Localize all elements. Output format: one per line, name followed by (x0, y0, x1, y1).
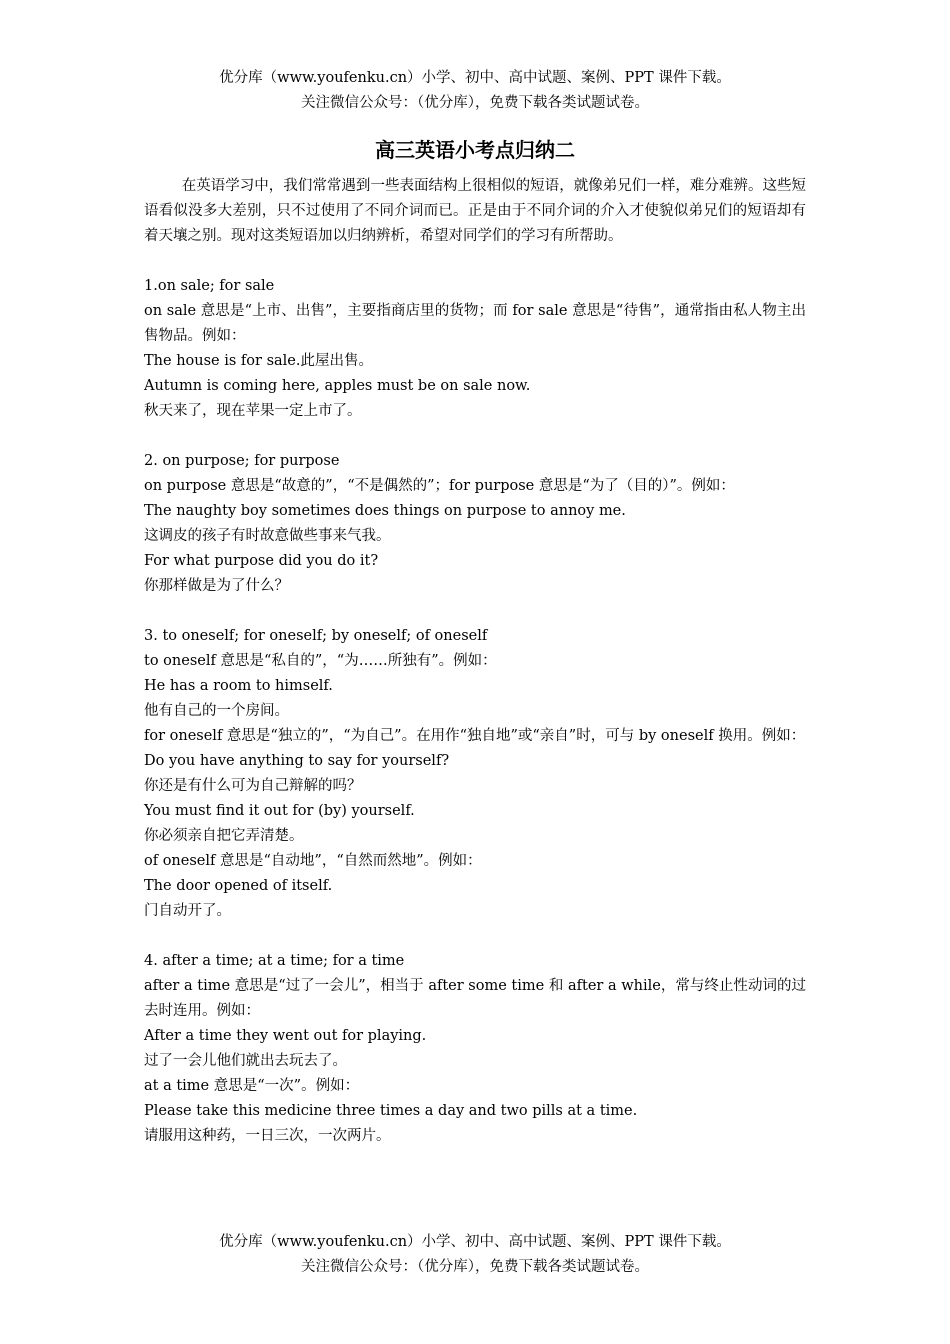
section-line: after a time 意思是“过了一会儿”，相当于 after some time 和 after a while，常与终止性动词的过去时连用。例如： (144, 978, 806, 1019)
header-line-1: 优分库（www.youfenku.cn）小学、初中、高中试题、案例、PPT 课件下载。 (219, 70, 731, 86)
section-line: to oneself 意思是“私自的”，“为……所独有”。例如： (144, 653, 497, 669)
page-header (0, 66, 950, 116)
section-line: 你必须亲自把它弄清楚。 (144, 828, 304, 844)
section-line: 秋天来了，现在苹果一定上市了。 (144, 403, 362, 419)
section-line: on sale 意思是“上市、出售”，主要指商店里的货物；而 for sale 意思是“待售”，通常指由私人物主出售物品。例如： (144, 303, 806, 344)
section-line: Do you have anything to say for yourself? (144, 753, 450, 769)
section-line: 他有自己的一个房间。 (144, 703, 289, 719)
section-line: He has a room to himself. (144, 678, 333, 694)
page-footer (0, 1230, 950, 1280)
footer-line-2: 关注微信公众号：（优分库），免费下载各类试题试卷。 (301, 1259, 649, 1275)
section-line: 过了一会儿他们就出去玩去了。 (144, 1053, 347, 1069)
section-line: on purpose 意思是“故意的”，“不是偶然的”；for purpose 意思是“为了（目的）”。例如： (144, 478, 735, 494)
section-line: 你那样做是为了什么？ (144, 578, 289, 594)
document-title: 高三英语小考点归纳二 (375, 138, 575, 162)
section-2 (144, 449, 806, 599)
header-line-2: 关注微信公众号：（优分库），免费下载各类试题试卷。 (301, 95, 649, 111)
section-line: The naughty boy sometimes does things on purpose to annoy me. (144, 503, 626, 519)
section-heading: 2. on purpose; for purpose (144, 453, 340, 469)
section-line: 门自动开了。 (144, 903, 231, 919)
section-line: The door opened of itself. (144, 878, 333, 894)
section-line: 请服用这种药，一日三次，一次两片。 (144, 1128, 391, 1144)
section-line: Please take this medicine three times a day and two pills at a time. (144, 1103, 638, 1119)
section-line: After a time they went out for playing. (144, 1028, 427, 1044)
section-line: Autumn is coming here, apples must be on sale now. (144, 378, 531, 394)
section-heading: 3. to oneself; for oneself; by oneself; of oneself (144, 628, 488, 644)
section-line: The house is for sale.此屋出售。 (144, 353, 373, 369)
section-line: 这调皮的孩子有时故意做些事来气我。 (144, 528, 391, 544)
section-3 (144, 624, 806, 924)
section-line: for oneself 意思是“独立的”，“为自己”。在用作“独自地”或“亲自”时，可与 by oneself 换用。例如： (144, 728, 806, 744)
section-line: For what purpose did you do it? (144, 553, 379, 569)
section-heading: 4. after a time; at a time; for a time (144, 953, 405, 969)
section-4 (144, 949, 806, 1149)
section-line: of oneself 意思是“自动地”，“自然而然地”。例如： (144, 853, 482, 869)
intro-paragraph: 在英语学习中，我们常常遇到一些表面结构上很相似的短语，就像弟兄们一样，难分难辨。这些短语看似没多大差别，只不过使用了不同介词而已。正是由于不同介词的介入才使貌似弟兄们的短语却有着天壤之别。现对这类短语加以归纳辨析，希望对同学们的学习有所帮助。 (144, 178, 806, 244)
section-line: at a time 意思是“一次”。例如： (144, 1078, 360, 1094)
section-heading: 1.on sale; for sale (144, 278, 275, 294)
section-line: You must find it out for (by) yourself. (144, 803, 415, 819)
section-1 (144, 274, 806, 424)
footer-line-1: 优分库（www.youfenku.cn）小学、初中、高中试题、案例、PPT 课件下载。 (219, 1234, 731, 1250)
section-line: 你还是有什么可为自己辩解的吗？ (144, 778, 362, 794)
document-body (144, 136, 806, 1149)
